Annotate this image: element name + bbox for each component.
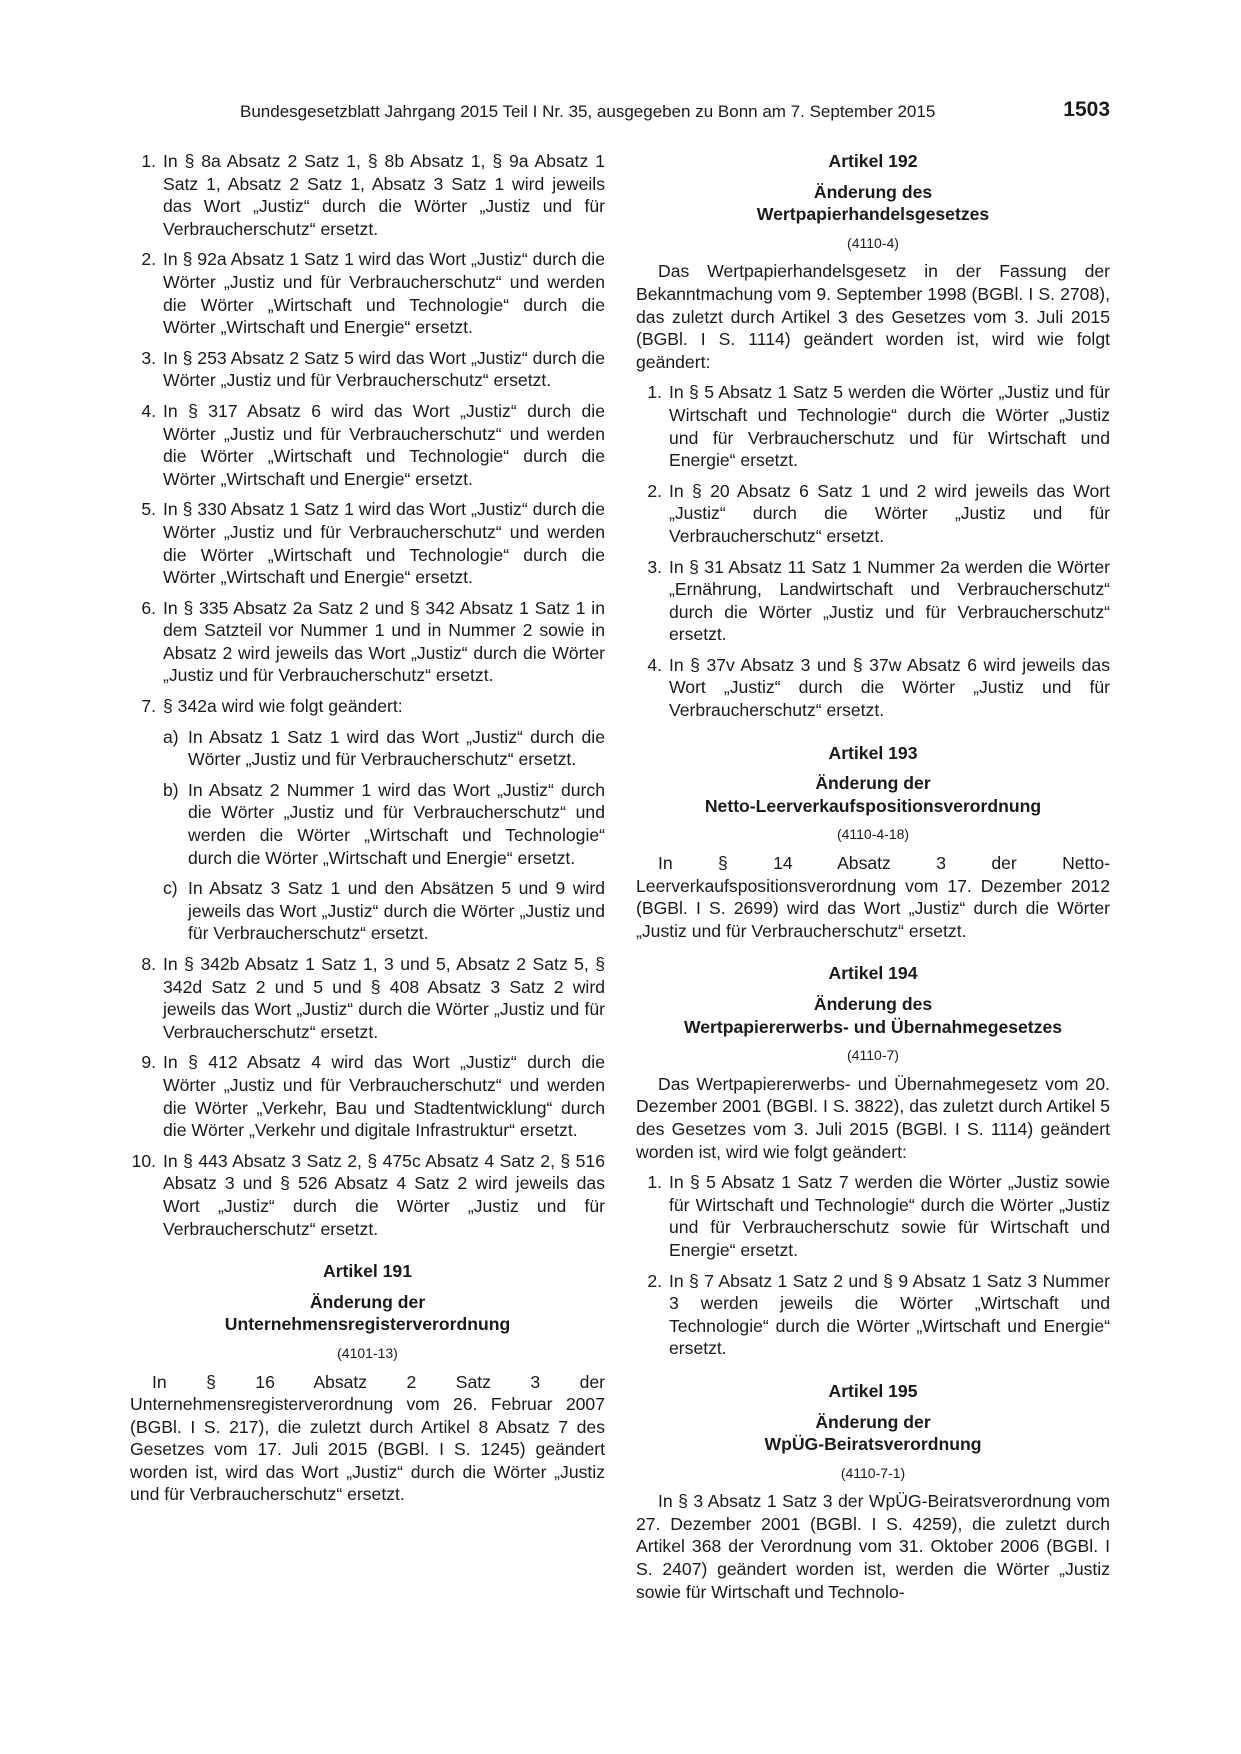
article-text: In § 14 Absatz 3 der Netto-Leerverkaufspositionsverordnung vom 17. Dezember 2012 (BGBl. I S. 2699) wird das Wort „Justiz“ durch die Wörter „Justiz und für Verbraucherschutz“ ersetzt. — [636, 853, 1110, 941]
list-item: 1. In § 8a Absatz 2 Satz 1, § 8b Absatz 1, § 9a Absatz 1 Satz 1, Absatz 2 Satz 1, Absatz 3 Satz 1 wird jeweils das Wort „Justiz“ durch die Wörter „Justiz und für Verbraucherschutz“ ersetzt. — [141, 151, 605, 239]
article-text: Das Wertpapierhandelsgesetz in der Fassung der Bekanntmachung vom 9. September 1998 (BGBl. I S. 2708), das zuletzt durch Artikel 3 des Gesetzes vom 3. Juli 2015 (BGBl. I S. 1114) geändert worden ist, wird wie folgt geändert: — [636, 261, 1110, 372]
list-item: 7. § 342a wird wie folgt geändert: — [141, 696, 403, 717]
list-item: 1. In § 5 Absatz 1 Satz 5 werden die Wörter „Justiz und für Wirtschaft und Technologie“ durch die Wörter „Justiz und für Verbraucherschutz und für Wirtschaft und Energie“ ersetzt. — [647, 382, 1110, 471]
article-title: Änderung des Wertpapierhandelsgesetzes — [756, 181, 990, 225]
article-title: Änderung der Unternehmensregisterverordnung — [224, 1291, 511, 1335]
list-item: 6. In § 335 Absatz 2a Satz 2 und § 342 Absatz 1 Satz 1 in dem Satzteil vor Nummer 1 und in Nummer 2 sowie in Absatz 2 wird jeweils das Wort „Justiz“ durch die Wörter „Justiz und für Verbraucherschutz“ ersetzt. — [141, 597, 605, 686]
list-item: 4. In § 37v Absatz 3 und § 37w Absatz 6 wird jeweils das Wort „Justiz“ durch die Wörter „Justiz und für Verbraucherschutz“ ersetzt. — [647, 654, 1110, 721]
article-title: Änderung des Wertpapiererwerbs- und Übernahmegesetzes — [683, 994, 1063, 1037]
page-header — [130, 98, 1110, 126]
article-code: (4110-7) — [847, 1047, 899, 1064]
right-column — [636, 150, 1110, 1611]
list-item: 1. In § 5 Absatz 1 Satz 7 werden die Wörter „Justiz sowie für Wirtschaft und Technologie“ durch die Wörter „Justiz und für Verbraucherschutz sowie für Wirtschaft und Energie“ ersetzt. — [647, 1172, 1110, 1260]
article-code: (4110-4) — [847, 234, 899, 251]
list-item: 9. In § 412 Absatz 4 wird das Wort „Justiz“ durch die Wörter „Justiz und für Verbraucherschutz“ und werden die Wörter „Verkehr, Bau und Stadtentwicklung“ durch die Wörter „Verkehr und digitale Infrastruktur“ ersetzt. — [141, 1052, 605, 1141]
article-code: (4110-4-18) — [836, 826, 910, 843]
article-heading: Artikel 191 — [323, 1261, 412, 1282]
sub-list-item: c) In Absatz 3 Satz 1 und den Absätzen 5 und 9 wird jeweils das Wort „Justiz“ durch die Wörter „Justiz und für Verbraucherschutz“ ersetzt. — [163, 878, 605, 944]
article-code: (4110-7-1) — [840, 1464, 906, 1481]
sub-list-item: b) In Absatz 2 Nummer 1 wird das Wort „Justiz“ durch die Wörter „Justiz und für Verbraucherschutz“ und werden die Wörter „Wirtschaft und Technologie“ durch die Wörter „Wirtschaft und Energie“ ersetzt. — [163, 779, 605, 868]
list-item: 4. In § 317 Absatz 6 wird das Wort „Justiz“ durch die Wörter „Justiz und für Verbraucherschutz“ und werden die Wörter „Wirtschaft und Technologie“ durch die Wörter „Wirtschaft und Energie“ ersetzt. — [141, 400, 605, 489]
list-item: 2. In § 92a Absatz 1 Satz 1 wird das Wort „Justiz“ durch die Wörter „Justiz und für Verbraucherschutz“ und werden die Wörter „Wirtschaft und Technologie“ durch die Wörter „Wirtschaft und Energie“ ersetzt. — [141, 249, 605, 338]
article-text: Das Wertpapiererwerbs- und Übernahmegesetz vom 20. Dezember 2001 (BGBl. I S. 3822), das zuletzt durch Artikel 5 des Gesetzes vom 3. Juli 2015 (BGBl. I S. 1114) geändert worden ist, wird wie folgt geändert: — [636, 1073, 1110, 1162]
article-title: Änderung der WpÜG-Beiratsverordnung — [764, 1411, 982, 1455]
article-heading: Artikel 193 — [828, 742, 918, 763]
header-text: Bundesgesetzblatt Jahrgang 2015 Teil I Nr. 35, ausgegeben zu Bonn am 7. September 2015 — [240, 102, 936, 121]
list-item: 2. In § 20 Absatz 6 Satz 1 und 2 wird jeweils das Wort „Justiz“ durch die Wörter „Justiz und für Verbraucherschutz“ ersetzt. — [647, 480, 1110, 546]
article-heading: Artikel 192 — [828, 151, 918, 171]
list-item: 3. In § 31 Absatz 11 Satz 1 Nummer 2a werden die Wörter „Ernährung, Landwirtschaft und Verbraucherschutz“ durch die Wörter „Justiz und für Verbraucherschutz“ ersetzt. — [647, 556, 1110, 645]
article-text: In § 3 Absatz 1 Satz 3 der WpÜG-Beiratsverordnung vom 27. Dezember 2001 (BGBl. I S. 4259), die zuletzt durch Artikel 368 der Verordnung vom 31. Oktober 2006 (BGBl. I S. 2407) geändert worden ist, werden die Wörter „Justiz sowie für Wirtschaft und Technolo- — [636, 1491, 1110, 1602]
sub-list-item: a) In Absatz 1 Satz 1 wird das Wort „Justiz“ durch die Wörter „Justiz und für Verbraucherschutz“ ersetzt. — [163, 726, 605, 770]
article-text: In § 16 Absatz 2 Satz 3 der Unternehmensregisterverordnung vom 26. Februar 2007 (BGBl. I S. 217), die zuletzt durch Artikel 8 Absatz 7 des Gesetzes vom 17. Juli 2015 (BGBl. I S. 1245) geändert worden ist, wird das Wort „Justiz“ durch die Wörter „Justiz und für Verbraucherschutz“ ersetzt. — [130, 1371, 605, 1505]
page-number: 1503 — [1063, 98, 1110, 121]
list-item: 3. In § 253 Absatz 2 Satz 5 wird das Wort „Justiz“ durch die Wörter „Justiz und für Verbraucherschutz“ ersetzt. — [141, 347, 605, 391]
list-item: 2. In § 7 Absatz 1 Satz 2 und § 9 Absatz 1 Satz 3 Nummer 3 werden jeweils die Wörter „Wirtschaft und Technologie“ durch die Wörter „Wirtschaft und Energie“ ersetzt. — [647, 1270, 1110, 1359]
article-heading: Artikel 195 — [828, 1380, 918, 1401]
list-item: 5. In § 330 Absatz 1 Satz 1 wird das Wort „Justiz“ durch die Wörter „Justiz und für Verbraucherschutz“ und werden die Wörter „Wirtschaft und Technologie“ durch die Wörter „Wirtschaft und Energie“ ersetzt. — [141, 499, 605, 588]
article-heading: Artikel 194 — [828, 963, 918, 984]
article-code: (4101-13) — [337, 1344, 398, 1361]
list-item: 10. In § 443 Absatz 3 Satz 2, § 475c Absatz 4 Satz 2, § 516 Absatz 3 und § 526 Absatz 4 Satz 2 wird jeweils das Wort „Justiz“ durch die Wörter „Justiz und für Verbraucherschutz“ ersetzt. — [131, 1150, 605, 1239]
list-item: 8. In § 342b Absatz 1 Satz 1, 3 und 5, Absatz 2 Satz 5, § 342d Satz 2 und 5 und § 408 Absatz 3 Satz 2 wird jeweils das Wort „Justiz“ durch die Wörter „Justiz und für Verbraucherschutz“ ersetzt. — [141, 954, 605, 1042]
article-title: Änderung der Netto-Leerverkaufspositionsverordnung — [704, 773, 1042, 816]
left-column — [130, 150, 605, 1514]
